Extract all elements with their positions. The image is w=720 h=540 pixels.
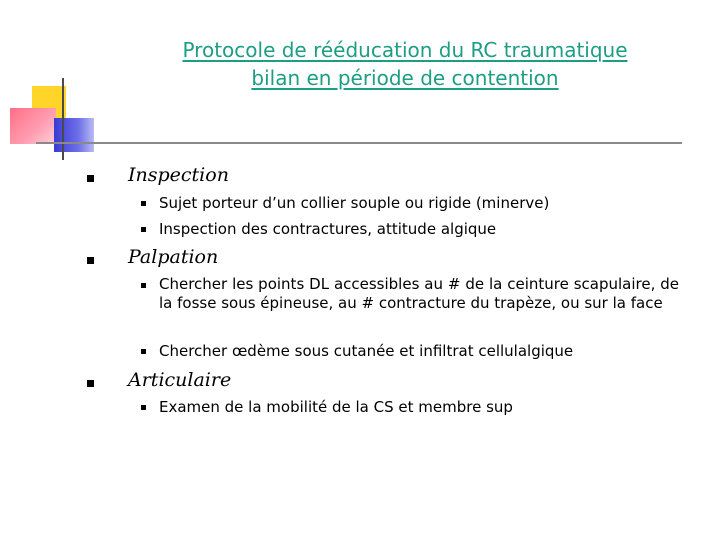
item-bullet-icon bbox=[141, 405, 146, 410]
section-bullet-icon bbox=[87, 175, 94, 182]
list-item: Chercher œdème sous cutanée et infiltrat cellulalgique bbox=[159, 342, 574, 360]
section-heading-inspection: Inspection bbox=[128, 164, 229, 186]
list-item: Sujet porteur d’un collier souple ou rigide (minerve) bbox=[159, 194, 550, 212]
section-bullet-icon bbox=[87, 257, 94, 264]
section-heading-articulaire: Articulaire bbox=[128, 369, 232, 391]
list-item: Inspection des contractures, attitude algique bbox=[159, 220, 497, 238]
list-item: Examen de la mobilité de la CS et membre sup bbox=[159, 398, 513, 416]
section-heading-palpation: Palpation bbox=[128, 246, 219, 268]
item-bullet-icon bbox=[141, 283, 146, 288]
slide-title-line-1: Protocole de rééducation du RC traumatique bbox=[182, 38, 628, 62]
list-item: Chercher les points DL accessibles au # de la ceinture scapulaire, de la fosse sous épineuse, au # contracture du trapèze, ou sur la face bbox=[159, 275, 679, 312]
section-bullet-icon bbox=[87, 380, 94, 387]
item-bullet-icon bbox=[141, 349, 146, 354]
item-bullet-icon bbox=[141, 201, 146, 206]
item-bullet-icon bbox=[141, 227, 146, 232]
slide-title-line-2: bilan en période de contention bbox=[251, 66, 559, 90]
